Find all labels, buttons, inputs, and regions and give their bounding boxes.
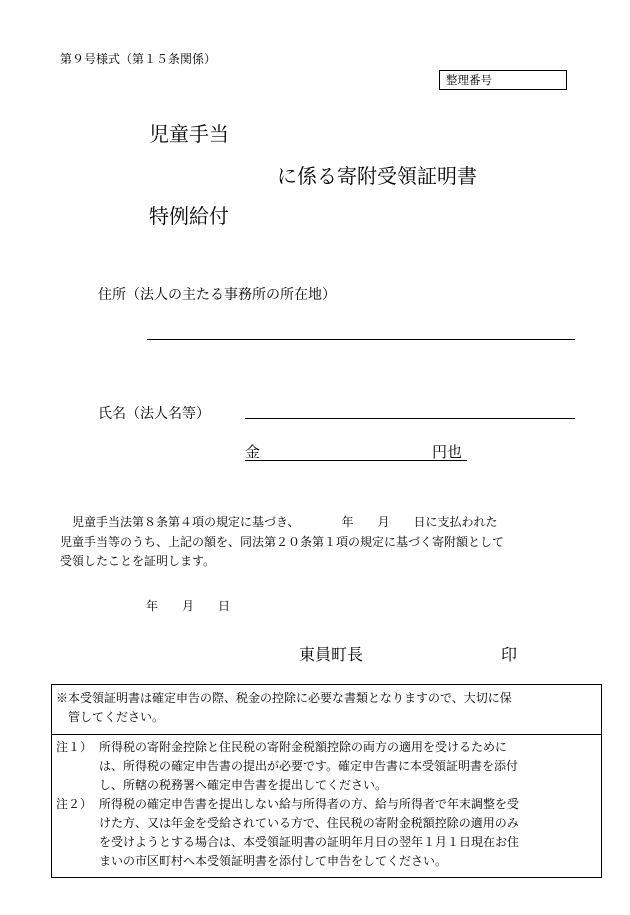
notice-box <box>51 684 602 878</box>
notice-main <box>52 685 601 735</box>
note-line: けた方、又は年金を受給されている方で、住民税の寄附金税額控除の適用のみ <box>99 816 519 830</box>
notice-main-line: 管してください。 <box>68 710 165 724</box>
note-line: を受けようとする場合は、本受領証明書の証明年月日の翌年１月１日現在お住 <box>99 835 520 849</box>
seal-mark: 印 <box>501 645 518 664</box>
note-2 <box>52 795 601 871</box>
title-child-allowance: 児童手当 <box>149 122 229 146</box>
statement-line: 児童手当等のうち、上記の額を、同法第２０条第１項の規定に基づく寄附額として <box>60 534 505 549</box>
statement-line: 受領したことを証明します。 <box>60 554 216 568</box>
note-1 <box>52 738 601 795</box>
note-line: は、所得税の確定申告書の提出が必要です。確定申告書に本受領証明書を添付 <box>99 759 519 773</box>
title-special-benefit: 特例給付 <box>149 204 229 228</box>
amount-suffix: 円也 <box>432 443 463 461</box>
page-title: に係る寄附受領証明書 <box>277 164 477 188</box>
note-line: 所得税の寄附金控除と住民税の寄附金税額控除の両方の適用を受けるために <box>99 740 508 754</box>
reference-number-box[interactable]: 整理番号 <box>439 70 567 90</box>
certification-statement <box>60 513 590 572</box>
address-field[interactable] <box>147 339 575 340</box>
issuer-name: 東員町長 <box>299 645 364 664</box>
address-label: 住所（法人の主たる事務所の所在地） <box>98 287 336 303</box>
statement-line: 児童手当法第８条第４項の規定に基づき、 年 月 日に支払われた <box>72 515 498 529</box>
amount-field[interactable] <box>245 460 467 461</box>
note-line: まいの市区町村へ本受領証明書を添付して申告をしてください。 <box>99 854 448 868</box>
date-day: 日 <box>218 599 231 613</box>
name-label: 氏名（法人名等） <box>98 406 210 422</box>
form-number-label: 第９号様式（第１５条関係） <box>60 52 217 66</box>
note-label: 注１） <box>56 740 93 754</box>
note-line: し、所轄の税務署へ確定申告書を提出してください。 <box>99 778 388 792</box>
note-line: 所得税の確定申告書を提出しない給与所得者の方、給与所得者で年末調整を受 <box>99 797 520 811</box>
amount-prefix: 金 <box>245 443 261 461</box>
name-field[interactable] <box>245 418 575 419</box>
date-year: 年 <box>146 599 159 613</box>
date-month: 月 <box>182 599 195 613</box>
note-label: 注２） <box>56 797 93 811</box>
notice-main-line: ※本受領証明書は確定申告の際、税金の控除に必要な書類となりますので、大切に保 <box>56 691 512 705</box>
